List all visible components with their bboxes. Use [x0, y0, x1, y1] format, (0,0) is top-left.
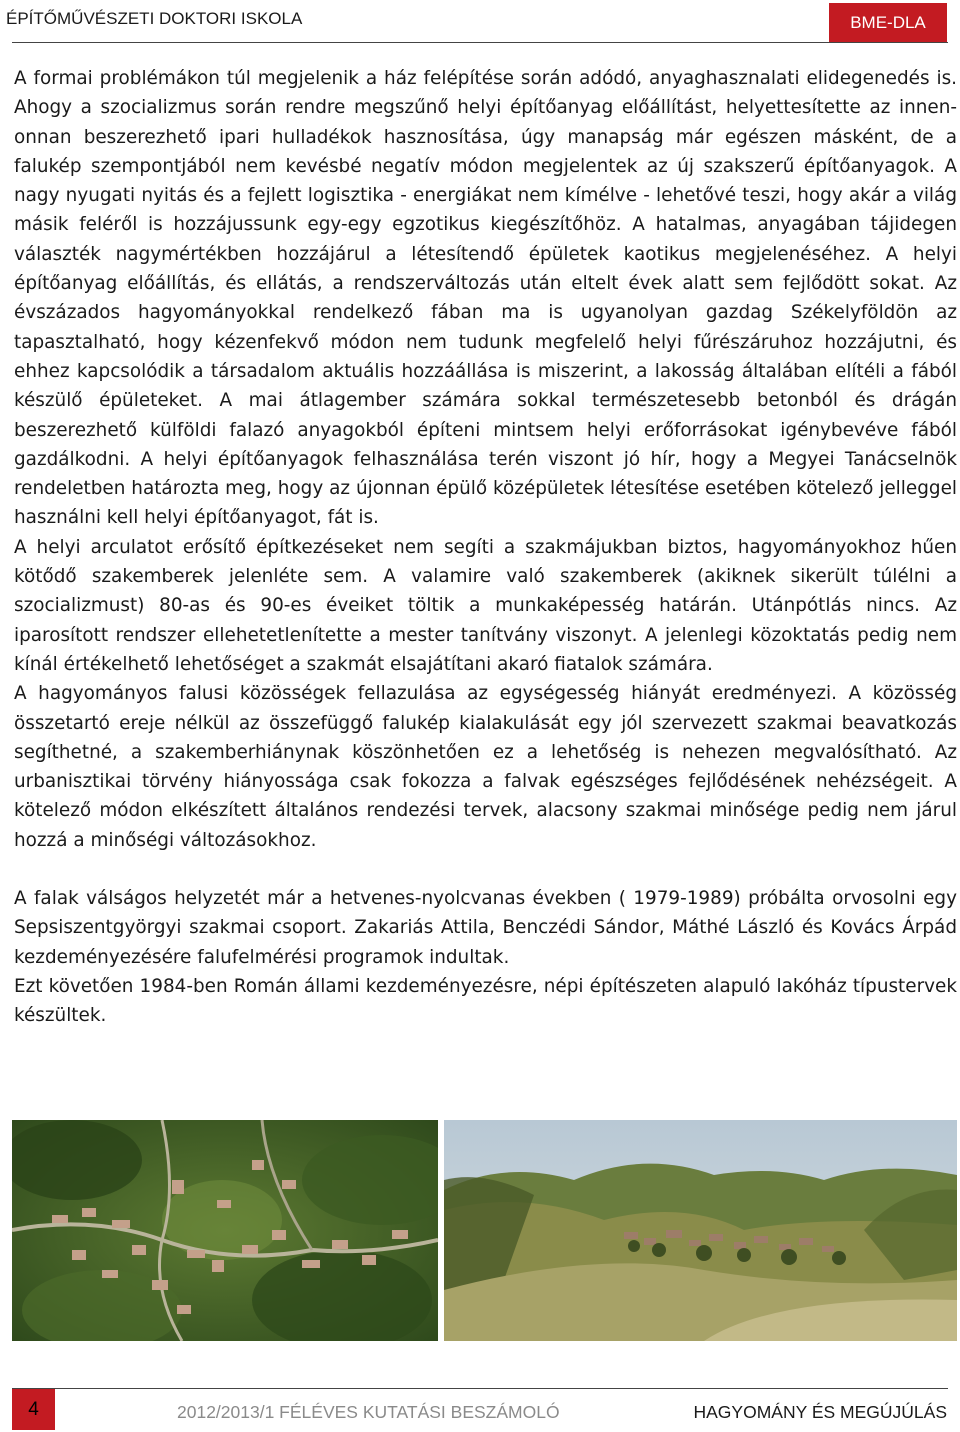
village-valley-landscape-photo — [444, 1120, 957, 1341]
page-number: 4 — [12, 1389, 55, 1430]
paragraph: Ezt követően 1984-ben Román állami kezdeményezésre, népi építészeten alapuló lakóház típustervek készültek. — [14, 975, 957, 1027]
paragraph: A helyi arculatot erősítő építkezéseket nem segíti a szakmájukban biztos, hagyományokhoz hűen kötődő szakemberek jelenléte sem. A valamire való szakemberek (akiknek sikerült túlélni a szocializmust) 80-as és 90-es éveiket töltik a munkaképesség határán. Utánpótlás nincs. Az iparosított rendszer ellehetetlenítette a mester tanítvány viszonyt. A jelenlegi közoktatás pedig nem kínál értékelhető lehetőséget a szakmát elsajátítani akaró fiatalok számára. — [14, 536, 957, 675]
footer-divider — [12, 1388, 948, 1389]
page-header — [0, 0, 960, 44]
paragraph: A formai problémákon túl megjelenik a ház felépítése során adódó, anyaghasznalati elidegenedés is. Ahogy a szocializmus során rendre megszűnő helyi építőanyag előállítást, helyettesítette az innen-onnan beszerezhető ipari hulladékok hasznosítása, úgy manapság már egészen másként, de a falukép szempontjából nem kevésbé negatív módon megjelentek az új szakszerű építőanyagok. A nagy nyugati nyitás és a fejlett logisztika - energiákat nem kímélve - lehetővé teszi, hogy akár a világ másik feléről is hozzájussunk egy-egy egzotikus kiegészítőhöz. A hatalmas, anyagában tájidegen választék nagymértékben hozzájárul a létesítendő épületek kaotikus megjelenéséhez. A helyi építőanyag előállítás, és ellátás, a rendszerváltozás után eltelt évek alatt sem fejlődött sokat. Az évszázados hagyományokkal rendelkező fában ma is ugyanolyan gazdag Székelyföldön az tapasztalható, hogy kézenfekvő módon nem tudunk megfelelő helyi fűrészáruhoz hozzájutni, és ehhez kapcsolódik a társadalom aktuális hozzáállása is miszerint, a lakosság általában elítéli a fából készülő épületeket. A mai átlagember számára sokkal természetesebb betonból és drágán beszerezhető külföldi falazó anyagokból építeni mintsem helyi erőforrásokat igénybevéve fából gazdálkodni. A helyi építőanyagok felhasználása terén viszont jó hír, hogy a Megyei Tanácselnök rendeletben határozta meg, hogy az újonnan épülő középületek létesítése esetében kötelező jelleggel használni kell helyi építőanyagot, fát is. — [14, 68, 957, 529]
header-divider — [12, 42, 948, 43]
body-text — [14, 64, 957, 1031]
footer-report-title: 2012/2013/1 FÉLÉVES KUTATÁSI BESZÁMOLÓ — [177, 1402, 560, 1422]
aerial-village-photo — [12, 1120, 438, 1341]
header-school-name: ÉPÍTŐMŰVÉSZETI DOKTORI ISKOLA — [6, 9, 303, 28]
paragraph: A hagyományos falusi közösségek fellazulása az egységesség hiányát eredményezi. A közösség összetartó ereje nélkül az összefüggő falukép kialakulását egy jól szervezett szakmai beavatkozás segíthetné, a szakemberhiánynak köszönhetően ez a lehetőség is nehezen megvalósítható. Az urbanisztikai törvény hiányossága csak fokozza a falvak egészséges fejlődésének nehézségeit. A kötelező módon elkészített általános rendezési tervek, alacsony szakmai minősége pedig nem járul hozzá a minőségi változásokhoz. — [14, 683, 957, 851]
paragraph: A falak válságos helyzetét már a hetvenes-nyolcvanas években ( 1979-1989) próbálta orvosolni egy Sepsiszentgyörgyi szakmai csoport. Zakariás Attila, Benczédi Sándor, Máthé László és Kovács Árpád kezdeményezésére falufelmérési programok indultak. — [14, 888, 957, 968]
header-badge: BME-DLA — [829, 3, 947, 42]
footer-section-title: HAGYOMÁNY ÉS MEGÚJÚLÁS — [693, 1402, 947, 1422]
photo-row — [12, 1120, 957, 1341]
